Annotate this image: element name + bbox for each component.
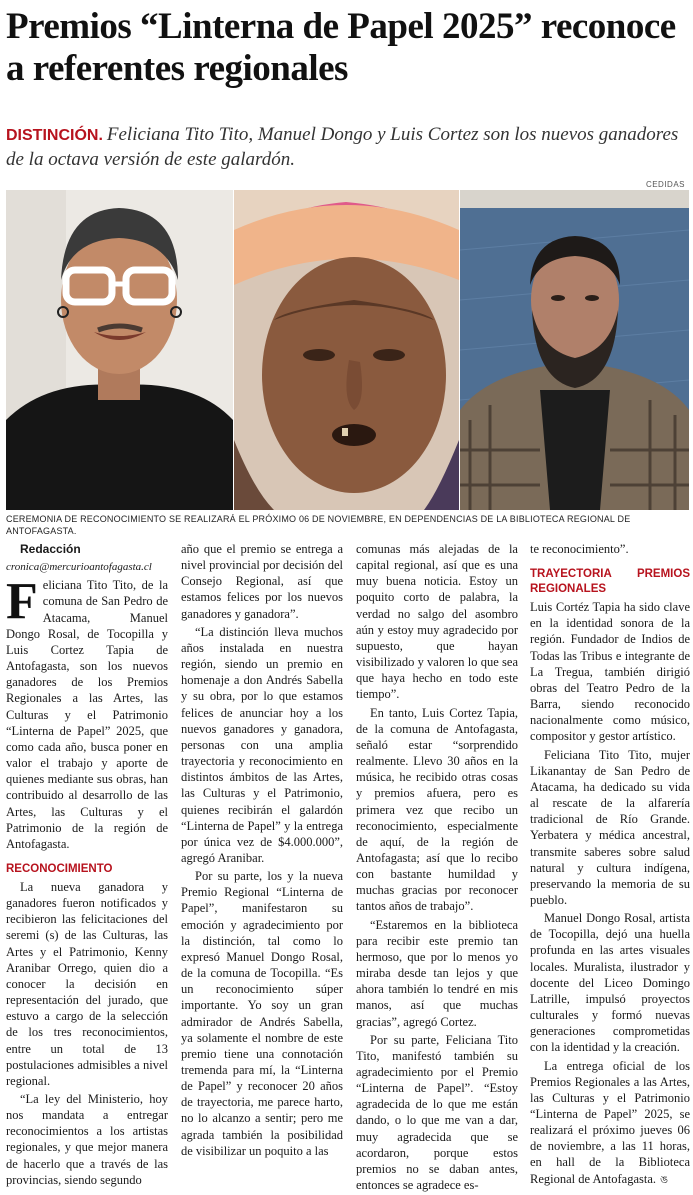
paragraph: “La distinción lleva muchos años instalada en nuestra región, siendo un premio en homenaje a don Andrés Sabella y su obra, por lo que estamos felices de anunciar hoy a los nuevos ganadores y ganadora, personas con una amplia trayectoria y reconocimiento en distintos ámbitos de las Artes, las Culturas y el Patrimonio, quienes recibirán el galardón “Linterna de Papel” y la entrega por única vez de $4.000.000”, agregó Aranibar. bbox=[181, 624, 343, 865]
subhead-trayectoria: TRAYECTORIA PREMIOS REGIONALES bbox=[530, 568, 690, 596]
photo-credit: CEDIDAS bbox=[645, 180, 685, 189]
portrait-woman-hat-image bbox=[234, 190, 459, 510]
headline: Premios “Linterna de Papel 2025” reconoce a referentes regionales bbox=[6, 6, 676, 89]
subhead-reconocimiento: RECONOCIMIENTO bbox=[6, 862, 113, 875]
portrait-bearded-man-image bbox=[460, 190, 689, 510]
final-text: La entrega oficial de los Premios Regionales a las Artes, las Culturas y el Patrimonio “Linterna de Papel” 2025, se realizará el próximo jueves 06 de noviembre, a las 11 horas, en hall de la Biblioteca Regional de Antofagasta. bbox=[530, 1058, 690, 1186]
deck-text: Feliciana Tito Tito, Manuel Dongo y Luis Cortez son los nuevos ganadores de la octava versión de este galardón. bbox=[6, 124, 679, 170]
paragraph: año que el premio se entrega a nivel provincial por decisión del Consejo Regional, así que estamos felices por los nuevos ganadores y ganadora”. bbox=[181, 542, 343, 621]
portrait-man-glasses-image bbox=[6, 190, 233, 510]
photo-luis-cortez bbox=[6, 190, 233, 510]
paragraph: Por su parte, Feliciana Tito Tito, manifestó también su agradecimiento por el Premio “Linterna de Papel”. “Estoy agradecida de lo que me están dando, o lo que me van a dar, muy agradecida que se acordaron, porque estos premios no se daban antes, entonces se agradece es- bbox=[356, 1032, 518, 1193]
column-2 bbox=[181, 541, 343, 1161]
paragraph: comunas más alejadas de la capital regional, así que es una muy buena noticia. Estoy un poquito corto de palabra, la verdad no salgo del asombro aún y estoy muy agradecido por supuesto, que hayan visibilizado y valoren lo que sea que haya hecho en todo este tiempo”. bbox=[356, 542, 518, 702]
column-4 bbox=[530, 541, 690, 1190]
paragraph: Feliciana Tito Tito, mujer Likanantay de San Pedro de Atacama, ha dedicado su vida al rescate de la alfarería tradicional de Río Grande. Yerbatera y médica ancestral, transmite saberes sobre salud natural y cultura indígena, preservando la memoria de su pueblo. bbox=[530, 747, 690, 907]
lead-paragraph bbox=[6, 573, 168, 852]
paragraph: “Estaremos en la biblioteca para recibir este premio tan hermoso, que por lo menos yo miraba desde tan lejos y que ahora también lo tendré en mis manos, así que muchas gracias”, agregó Cortez. bbox=[356, 917, 518, 1029]
photo-feliciana-tito bbox=[234, 190, 459, 510]
paragraph: Por su parte, los y la nueva Premio Regional “Linterna de Papel”, manifestaron su emoción y agradecimiento por la distinción, tal como lo expresó Manuel Dongo Rosal, de la comuna de Tocopilla. “Es un reconocimiento súper importante. Yo soy un gran admirador de Andrés Sabella, ya solamente el nombre de este premio tiene una connotación tremenda para mí, la “Linterna de Papel” y reconocer 20 años de trayectoria, me parece harto, no lo alcanzo a sentir; pero me agrada también la posibilidad de visibilizar un poquito a las bbox=[181, 869, 343, 1158]
paragraph: Luis Cortéz Tapia ha sido clave en la identidad sonora de la región. Fundador de Indios de Todas las Tribus e integrante de La Tregua, también dirigió obras del Teatro Pedro de la Barra, siendo reconocido nacionalmente como músico, compositor y gestor artístico. bbox=[530, 600, 690, 744]
column-1 bbox=[6, 541, 168, 1190]
paragraph: “La ley del Ministerio, hoy nos mandata a entregar reconocimientos a los artistas regionales, y que mejor manera de hacerlo que a través de las provincias, siendo segundo bbox=[6, 1092, 168, 1187]
paragraph: En tanto, Luis Cortez Tapia, de la comuna de Antofagasta, señaló estar “sorprendido realmente. Llevo 30 años en la música, he recibido otras cosas y premios afuera, pero es primera vez que recibo un reconocimiento, especialmente de aquí, de la región de Antofagasta; así que lo recibo con bastante humildad y muchas gracias por reconocer tantos años de trabajo”. bbox=[356, 705, 518, 914]
author-email[interactable]: cronica@mercurioantofagasta.cl bbox=[6, 561, 152, 574]
byline: Redacción bbox=[20, 542, 81, 556]
photo-manuel-dongo bbox=[460, 190, 689, 510]
photo-caption: CEREMONIA DE RECONOCIMIENTO SE REALIZARÁ EL PRÓXIMO 06 DE NOVIEMBRE, EN DEPENDENCIAS DE LA BIBLIOTECA REGIONAL DE ANTOFAGASTA. bbox=[6, 514, 631, 536]
end-mark-icon: ঙ bbox=[660, 1172, 669, 1186]
paragraph-final bbox=[530, 1058, 690, 1188]
paragraph: te reconocimiento”. bbox=[530, 542, 629, 556]
lead-text: eliciana Tito Tito, de la comuna de San Pedro de Atacama, Manuel Dongo Rosal, de Tocopilla y Luis Cortez Tapia de Antofagasta, son los nuevos ganadores de los Premios Regionales a las Artes, las Culturas y el Patrimonio “Linterna de Papel” 2025, que como cada año, busca poner en valor el trabajo y aporte de quienes mediante sus obras, han contribuido al desarrollo de las Artes, las Culturas y el Patrimonio de la región de Antofagasta. bbox=[6, 578, 168, 851]
column-3 bbox=[356, 541, 518, 1195]
paragraph: La nueva ganadora y ganadores fueron notificados y recibieron las felicitaciones del seremi (s) de las Culturas, las Artes y el Patrimonio, Kenny Aranibar Orrego, quien dio a conocer la decisión en representación del jurado, que estuvo a cargo de la selección de los tres reconocimientos, entre un total de 13 postulaciones admisibles a nivel regional. bbox=[6, 879, 168, 1088]
drop-cap: F bbox=[6, 573, 38, 631]
paragraph: Manuel Dongo Rosal, artista de Tocopilla, dejó una huella profunda en las artes visuales locales. Muralista, ilustrador y docente del Liceo Domingo Latrille, impulsó proyectos culturales y formó nuevas generaciones comprometidas con la identidad y la creación. bbox=[530, 911, 690, 1055]
kicker: DISTINCIÓN. bbox=[6, 127, 103, 144]
deck bbox=[6, 123, 689, 172]
